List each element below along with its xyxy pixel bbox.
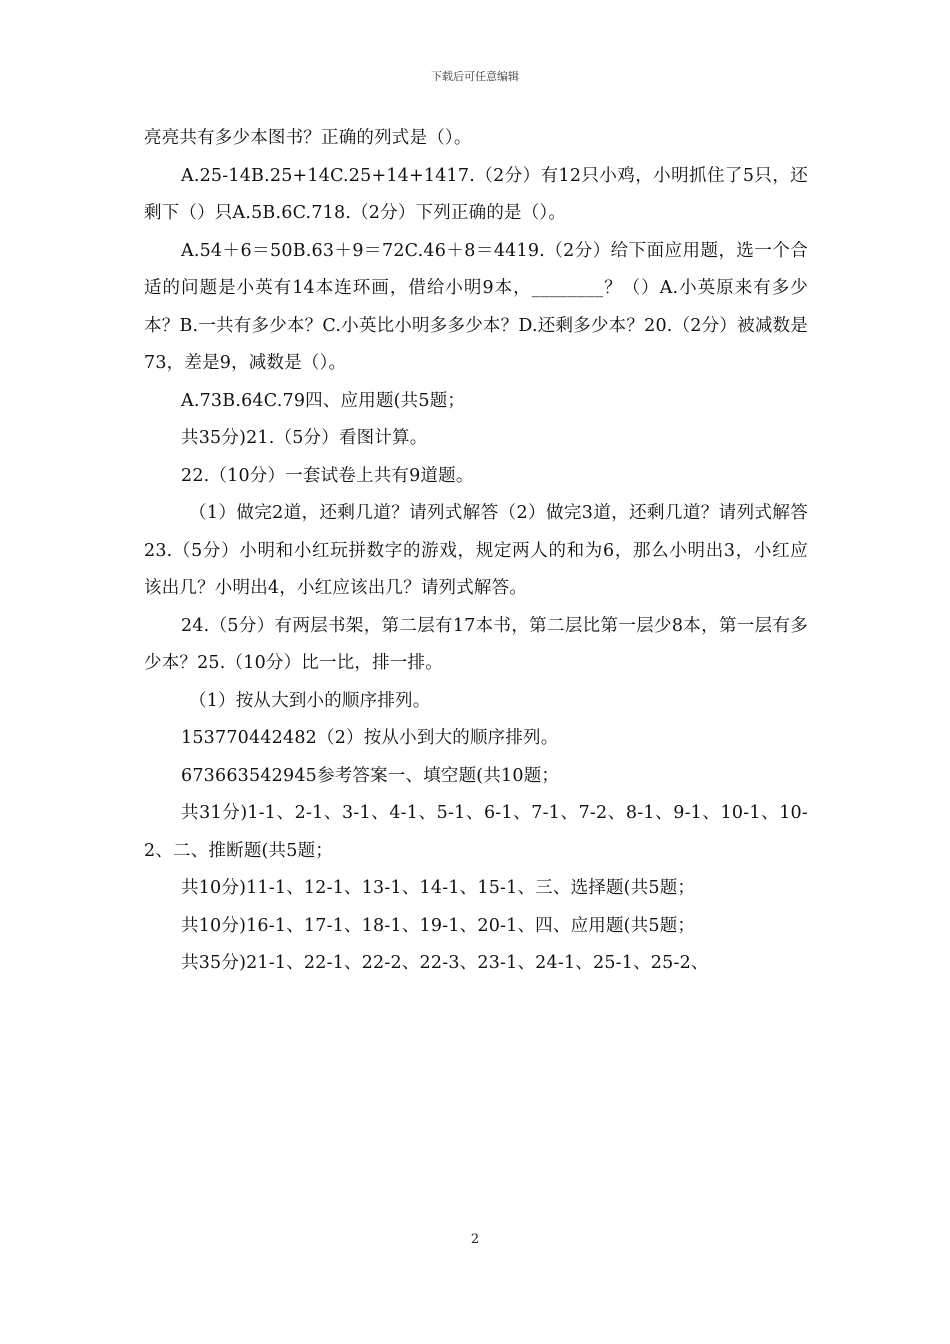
paragraph-question-25-numbers-1: 153770442482（2）按从小到大的顺序排列。 [181, 728, 559, 748]
paragraph-questions-17-18: A.25-14B.25+14C.25+14+1417.（2分）有12只小鸡，小明抓住了5只，还剩下（）只A.5B.6C.718.（2分）下列正确的是（）。 [144, 165, 808, 223]
paragraph-question-22: 22.（10分）一套试卷上共有9道题。 [181, 465, 474, 486]
paragraph-answer-section-three: 共10分)16-1、17-1、18-1、19-1、20-1、四、应用题(共5题； [181, 915, 696, 936]
paragraph-answer-section-one: 共31分)1-1、2-1、3-1、4-1、5-1、6-1、7-1、7-2、8-1、9-1、10-1、10-2、二、推断题(共5题； [144, 803, 808, 861]
paragraph-question-25-part-1: （1）按从大到小的顺序排列。 [189, 690, 431, 711]
paragraph-answer-key-heading: 673663542945参考答案一、填空题(共10题； [181, 765, 560, 786]
paragraph-question-22-23-parts: （1）做完2道，还剩几道？请列式解答（2）做完3道，还剩几道？请列式解答23.（5分）小明和小红玩拼数字的游戏，规定两人的和为6，那么小明出3，小红应该出几？小明出4，小红应该出几？请列式解答。 [144, 503, 808, 598]
paragraph-question-16-end: 亮亮共有多少本图书？正确的列式是（）。 [144, 128, 472, 148]
paragraph-question-21: 共35分)21.（5分）看图计算。 [181, 428, 428, 448]
paragraph-answer-section-four: 共35分)21-1、22-1、22-2、22-3、23-1、24-1、25-1、25-2、 [181, 953, 709, 973]
page-header: 下载后可任意编辑 [431, 70, 519, 83]
paragraph-questions-19-20: A.54＋6＝50B.63＋9＝72C.46＋8＝4419.（2分）给下面应用题，选一个合适的问题是小英有14本连环画，借给小明9本，________？（）A.小英原来有多少本？B.一共有多少本？C.小英比小明多多少本？D.还剩多少本？20.（2分）被减数是73，差是9，减数是（）。 [144, 240, 808, 373]
paragraph-section-four-heading: A.73B.64C.79四、应用题(共5题； [181, 390, 466, 411]
document-body [144, 120, 808, 983]
page-number: 2 [470, 1232, 480, 1247]
paragraph-answer-section-two: 共10分)11-1、12-1、13-1、14-1、15-1、三、选择题(共5题； [181, 878, 696, 898]
paragraph-questions-24-25: 24.（5分）有两层书架，第二层有17本书，第二层比第一层少8本，第一层有多少本？25.（10分）比一比，排一排。 [144, 615, 808, 673]
